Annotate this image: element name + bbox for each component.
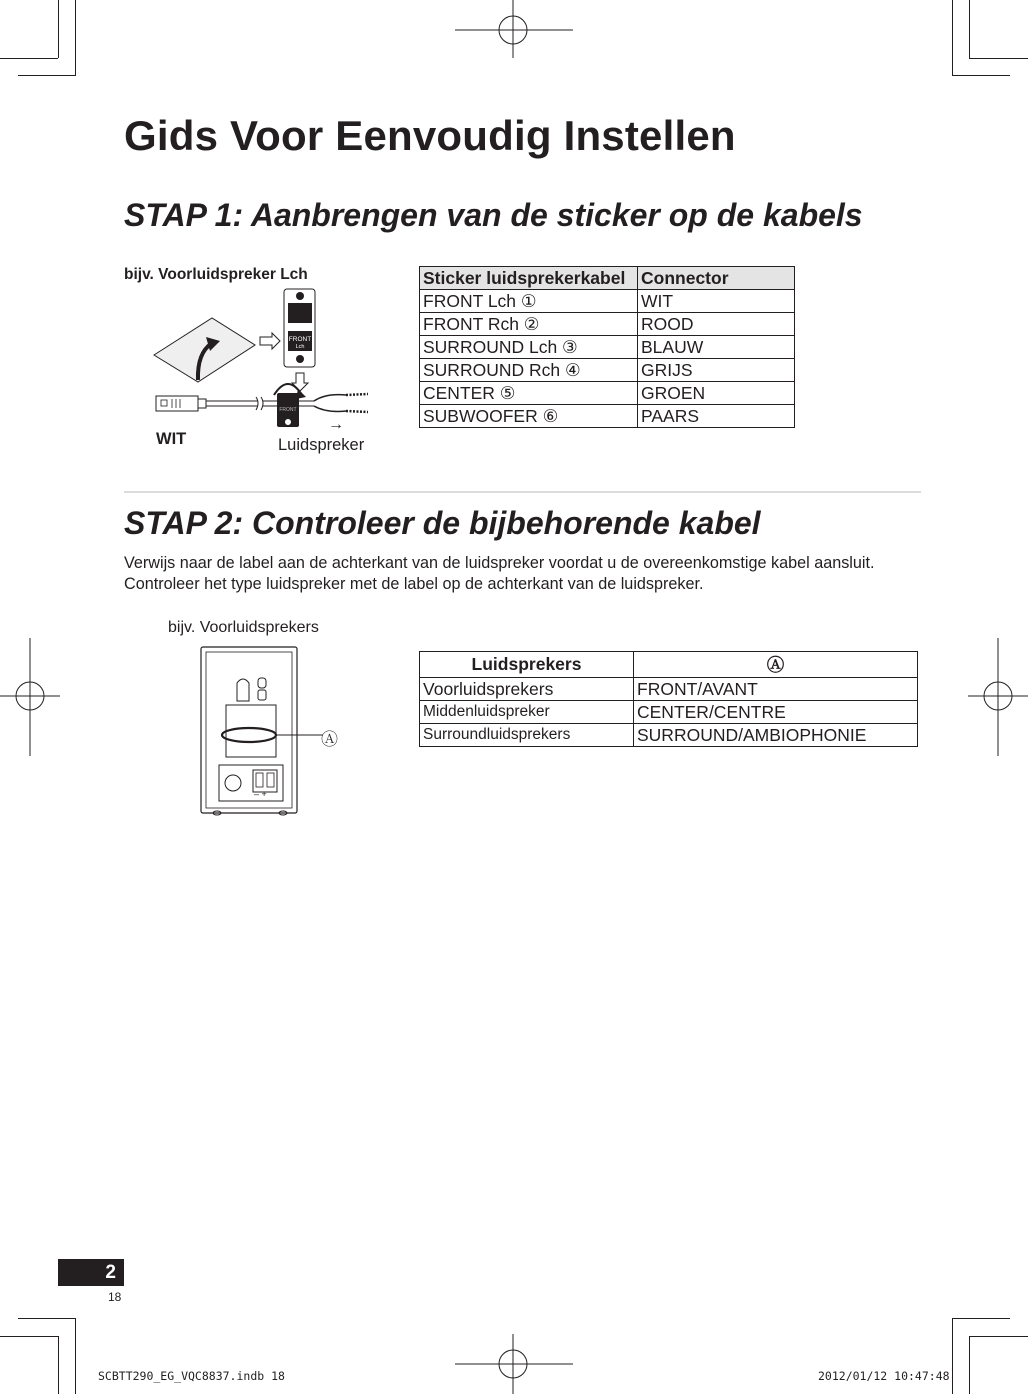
registration-mark-left bbox=[0, 638, 60, 756]
speaker-label: Luidspreker bbox=[278, 436, 365, 454]
table-cell: FRONT/AVANT bbox=[634, 678, 918, 701]
footer-datetime: 2012/01/12 10:47:48 bbox=[818, 1369, 950, 1383]
table-header-cell: Connector bbox=[638, 267, 795, 290]
table-cell: SURROUND/AMBIOPHONIE bbox=[634, 724, 918, 747]
arrow-glyph: → bbox=[328, 416, 344, 433]
step2-example-label: bijv. Voorluidsprekers bbox=[168, 619, 319, 636]
table-cell: SURROUND Rch ④ bbox=[420, 359, 638, 382]
table-header-cell: Ⓐ bbox=[634, 652, 918, 678]
table-cell: GROEN bbox=[638, 382, 795, 405]
registration-mark-top bbox=[455, 0, 575, 60]
table-cell: FRONT Lch ① bbox=[420, 290, 638, 313]
table-row bbox=[420, 678, 918, 701]
step2-paragraph-1: Verwijs naar de label aan de achterkant van de luidspreker voordat u de overeenkomstige kabel aansluit. bbox=[124, 554, 875, 572]
wit-label: WIT bbox=[156, 430, 187, 448]
table-cell: GRIJS bbox=[638, 359, 795, 382]
table-row bbox=[420, 724, 918, 747]
section-divider bbox=[124, 491, 921, 493]
callout-a-label: Ⓐ bbox=[321, 730, 338, 749]
table-header-row bbox=[420, 652, 918, 678]
footer-file: SCBTT290_EG_VQC8837.indb 18 bbox=[98, 1369, 285, 1383]
table-cell: CENTER/CENTRE bbox=[634, 701, 918, 724]
svg-text:FRONT: FRONT bbox=[279, 407, 297, 413]
table-cell: Middenluidspreker bbox=[420, 701, 634, 724]
table-cell: Voorluidsprekers bbox=[420, 678, 634, 701]
table-cell: FRONT Rch ② bbox=[420, 313, 638, 336]
table-row bbox=[420, 405, 795, 428]
page-small-number: 18 bbox=[108, 1290, 122, 1304]
table-cell: SUBWOOFER ⑥ bbox=[420, 405, 638, 428]
table-cell: Surroundluidsprekers bbox=[420, 724, 634, 747]
table-cell: ROOD bbox=[638, 313, 795, 336]
table-cell: PAARS bbox=[638, 405, 795, 428]
table-header-row bbox=[420, 267, 795, 290]
svg-text:– +: – + bbox=[254, 789, 267, 799]
step1-example-label: bijv. Voorluidspreker Lch bbox=[124, 266, 308, 283]
table-row bbox=[420, 290, 795, 313]
step2-paragraph-2: Controleer het type luidspreker met de label op de achterkant van de luidspreker. bbox=[124, 575, 704, 593]
table-header-cell: Luidsprekers bbox=[420, 652, 634, 678]
table-row bbox=[420, 336, 795, 359]
sticker-connector-table bbox=[419, 266, 795, 428]
table-row bbox=[420, 359, 795, 382]
sticker-front-text: FRONT bbox=[288, 336, 312, 343]
sticker-illustration bbox=[150, 285, 380, 435]
table-cell: BLAUW bbox=[638, 336, 795, 359]
step2-heading: STAP 2: Controleer de bijbehorende kabel bbox=[124, 505, 761, 541]
table-row bbox=[420, 313, 795, 336]
table-cell: WIT bbox=[638, 290, 795, 313]
table-cell: SURROUND Lch ③ bbox=[420, 336, 638, 359]
speaker-label-table bbox=[419, 651, 918, 747]
table-cell: CENTER ⑤ bbox=[420, 382, 638, 405]
page-number: 2 bbox=[58, 1259, 124, 1286]
table-row bbox=[420, 701, 918, 724]
page-title: Gids Voor Eenvoudig Instellen bbox=[124, 112, 736, 159]
table-header-cell: Sticker luidsprekerkabel bbox=[420, 267, 638, 290]
registration-mark-bottom bbox=[455, 1334, 575, 1394]
step1-heading: STAP 1: Aanbrengen van de sticker op de kabels bbox=[124, 197, 863, 233]
sticker-sub-text: Lch bbox=[295, 344, 305, 350]
table-row bbox=[420, 382, 795, 405]
registration-mark-right bbox=[968, 638, 1028, 756]
